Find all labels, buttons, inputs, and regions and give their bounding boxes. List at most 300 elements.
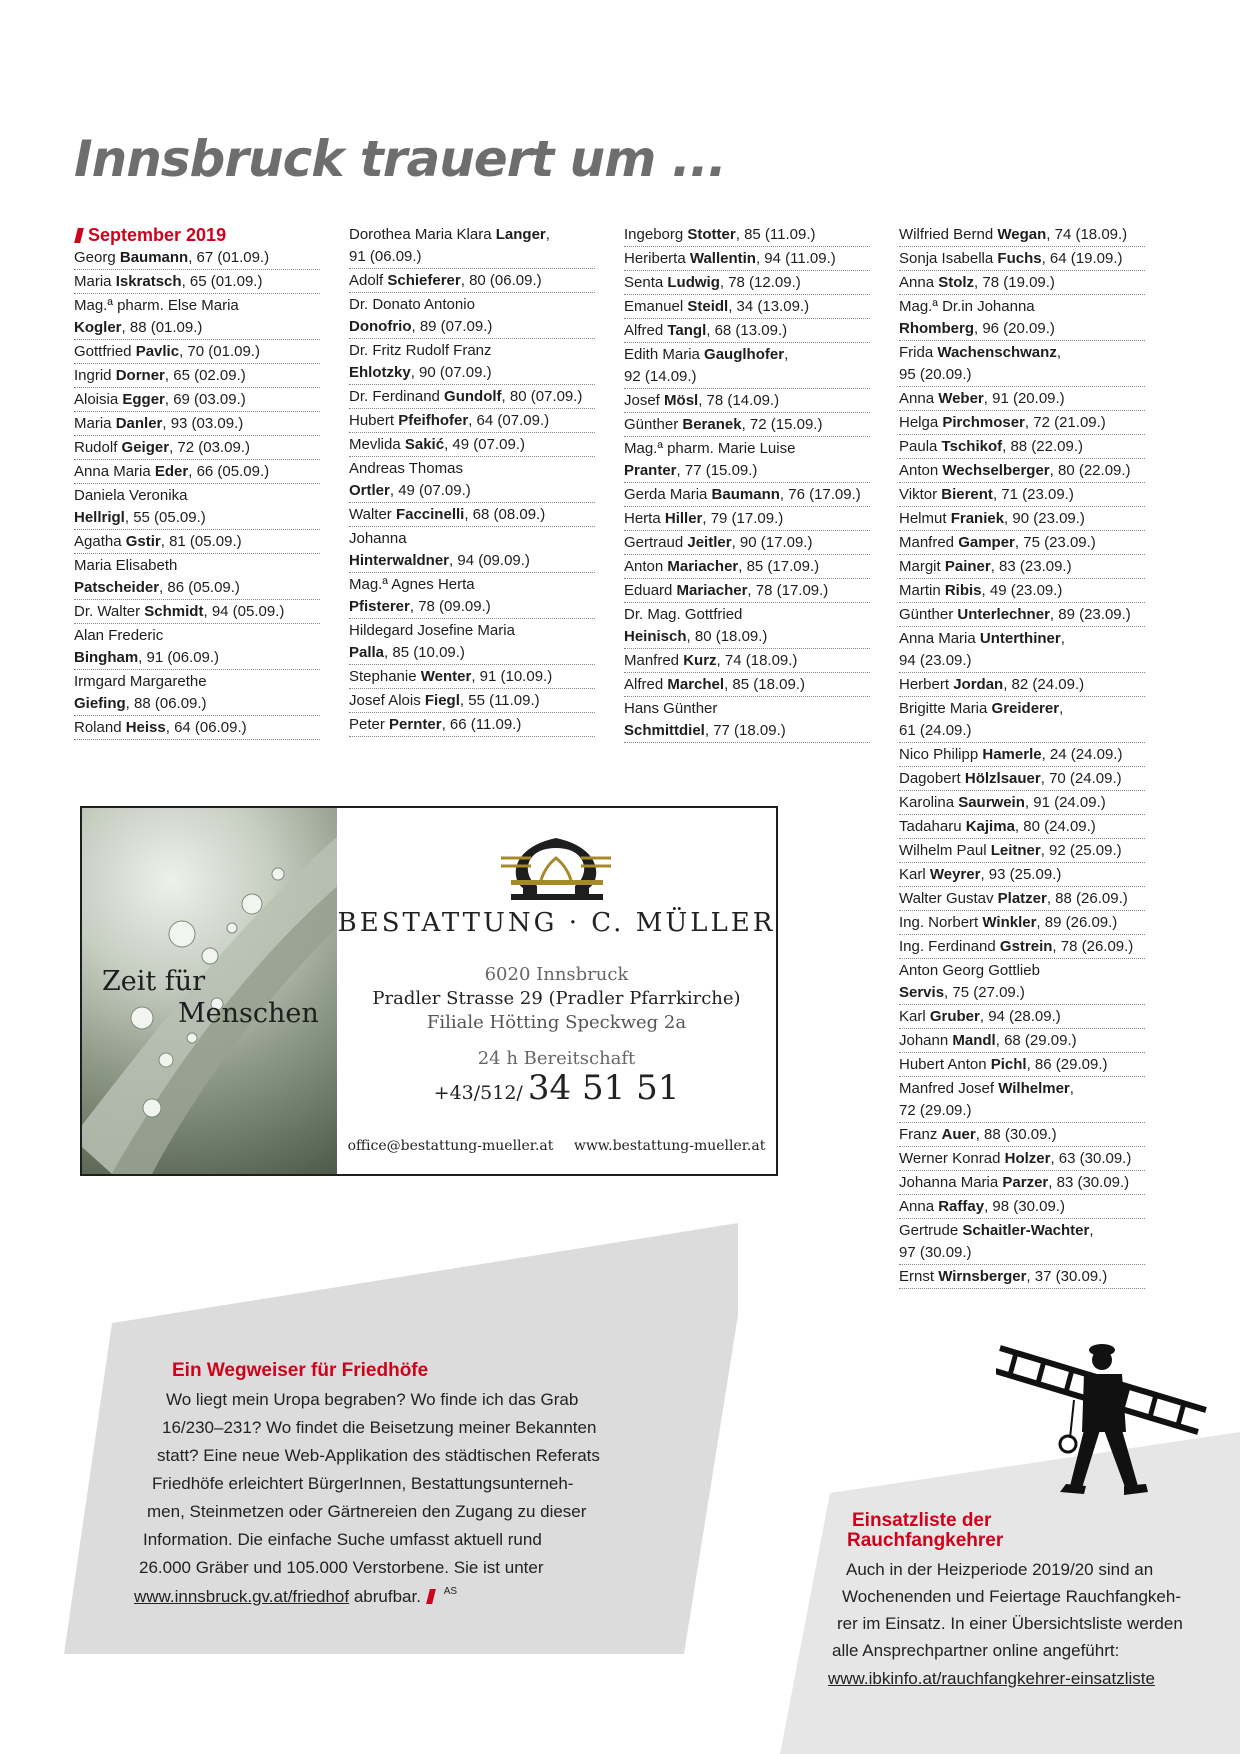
name-part: , 78 (09.09.)	[409, 598, 491, 615]
surname: Stotter	[687, 226, 736, 243]
company-name: BESTATTUNG · C. MÜLLER	[337, 908, 776, 938]
surname: Raffay	[938, 1198, 985, 1215]
name-part: Heriberta	[624, 250, 690, 267]
surname: Leitner	[990, 842, 1041, 859]
name-part: Peter	[349, 716, 390, 733]
surname: Steidl	[687, 298, 729, 315]
name-part: Anton	[899, 462, 943, 479]
surname: Franiek	[950, 510, 1005, 527]
info-line: 16/230–231? Wo findet die Beisetzung meiner Bekannten	[162, 1418, 597, 1437]
surname: Pirchmoser	[942, 414, 1025, 431]
name-part: Mag.ª pharm. Marie Luise	[624, 440, 796, 457]
surname: Mariacher	[667, 558, 739, 575]
name-part: , 79 (17.09.)	[702, 510, 784, 527]
name-part: , 68 (08.09.)	[464, 506, 546, 523]
surname: Schieferer	[387, 272, 461, 289]
name-part: Sonja Isabella	[899, 250, 998, 267]
surname: Mandl	[952, 1032, 996, 1049]
name-part: , 80 (18.09.)	[686, 628, 768, 645]
name-part: Anton	[624, 558, 668, 575]
name-part: Nico Philipp	[899, 746, 983, 763]
name-part: , 68 (13.09.)	[706, 322, 788, 339]
name-part: , 94 (05.09.)	[203, 603, 285, 620]
name-part: , 75 (23.09.)	[1014, 534, 1096, 551]
name-part: , 89 (07.09.)	[411, 318, 493, 335]
name-part: Senta	[624, 274, 668, 291]
chimney-title-line2: Rauchfangkehrer	[847, 1530, 1004, 1551]
name-part: , 85 (11.09.)	[735, 226, 816, 243]
name-part: Ernst	[899, 1268, 939, 1285]
name-part: , 64 (07.09.)	[468, 412, 550, 429]
surname: Eder	[154, 463, 189, 480]
surname: Winkler	[982, 914, 1037, 931]
ad-email[interactable]: office@bestattung-mueller.at	[347, 1138, 554, 1154]
name-part: , 82 (24.09.)	[1003, 676, 1085, 693]
surname: Schmittdiel	[624, 722, 705, 739]
name-part: Adolf	[349, 272, 388, 289]
name-part: , 66 (05.09.)	[188, 463, 270, 480]
surname: Giefing	[74, 695, 126, 712]
name-part: , 77 (15.09.)	[676, 462, 758, 479]
name-part: , 94 (09.09.)	[449, 552, 530, 569]
name-part: , 69 (03.09.)	[164, 391, 246, 408]
name-part: , 92 (25.09.)	[1040, 842, 1122, 859]
surname: Kajima	[965, 818, 1015, 835]
name-part: Maria	[74, 273, 116, 290]
name-part: , 88 (01.09.)	[121, 319, 203, 336]
name-part: , 88 (30.09.)	[975, 1126, 1057, 1143]
ad-street: Pradler Strasse 29 (Pradler Pfarrkirche)	[372, 988, 741, 1009]
chimney-link-text[interactable]: www.ibkinfo.at/rauchfangkehrer-einsatzliste	[828, 1669, 1155, 1688]
surname: Auer	[941, 1126, 976, 1143]
name-part: , 76 (17.09.)	[779, 486, 861, 503]
name-part: Manfred Josef	[899, 1080, 999, 1097]
name-part: Stephanie	[349, 668, 421, 685]
name-part: Gertraud	[624, 534, 688, 551]
name-part: , 78 (17.09.)	[747, 582, 829, 599]
surname: Dorner	[115, 367, 165, 384]
name-part: Georg	[74, 249, 120, 266]
name-part: , 55 (11.09.)	[459, 692, 540, 709]
surname: Langer	[495, 226, 546, 243]
name-part: , 90 (07.09.)	[410, 364, 492, 381]
name-part: Günther	[899, 606, 958, 623]
surname: Tangl	[667, 322, 707, 339]
name-part: 91 (06.09.)	[349, 248, 422, 265]
name-part: Karolina	[899, 794, 959, 811]
name-part: , 93 (03.09.)	[162, 415, 244, 432]
name-part: , 94 (28.09.)	[979, 1008, 1061, 1025]
surname: Pichl	[990, 1056, 1027, 1073]
surname: Jordan	[953, 676, 1004, 693]
surname: Beranek	[682, 416, 742, 433]
name-part: Dorothea Maria Klara	[349, 226, 496, 243]
ad-availability: 24 h Bereitschaft	[477, 1048, 636, 1069]
name-part: Mag.ª pharm. Else Maria	[74, 297, 239, 314]
name-part: Ing. Norbert	[899, 914, 983, 931]
surname: Gruber	[929, 1008, 980, 1025]
name-part: Mag.ª Agnes Herta	[349, 576, 475, 593]
name-part: , 24 (24.09.)	[1041, 746, 1123, 763]
name-part: , 71 (23.09.)	[992, 486, 1074, 503]
surname: Marchel	[667, 676, 725, 693]
surname: Platzer	[997, 890, 1047, 907]
name-part: , 72 (15.09.)	[741, 416, 823, 433]
name-part: Josef	[624, 392, 665, 409]
surname: Weyrer	[929, 866, 981, 883]
name-part: , 72 (03.09.)	[169, 439, 250, 456]
name-part: , 88 (22.09.)	[1002, 438, 1084, 455]
surname: Jeitler	[687, 534, 732, 551]
name-part: 95 (20.09.)	[899, 366, 972, 383]
surname: Pfeifhofer	[398, 412, 469, 429]
surname: Schaitler-Wachter	[962, 1222, 1090, 1239]
name-part: 61 (24.09.)	[899, 722, 972, 739]
name-part: , 75 (27.09.)	[944, 984, 1025, 1001]
name-part: , 68 (29.09.)	[995, 1032, 1077, 1049]
name-part: , 72 (21.09.)	[1024, 414, 1106, 431]
name-part: , 91 (10.09.)	[471, 668, 553, 685]
name-part: Johann	[899, 1032, 953, 1049]
surname: Heinisch	[624, 628, 687, 645]
name-part: Johanna Maria	[899, 1174, 1003, 1191]
surname: Kurz	[683, 652, 717, 669]
surname: Servis	[899, 984, 945, 1001]
name-part: Herbert	[899, 676, 954, 693]
surname: Ribis	[944, 582, 982, 599]
name-part: , 66 (11.09.)	[441, 716, 522, 733]
name-part: Wilfried Bernd	[899, 226, 998, 243]
name-part: 92 (14.09.)	[624, 368, 697, 385]
surname: Weber	[938, 390, 984, 407]
name-part: ,	[1089, 1222, 1094, 1239]
chimney-list-link[interactable]	[828, 1669, 1155, 1689]
surname: Wachenschwanz	[937, 344, 1057, 361]
surname: Gstrein	[999, 938, 1053, 955]
name-part: Frida	[899, 344, 938, 361]
info-last-line	[134, 1586, 457, 1607]
name-part: Walter	[349, 506, 396, 523]
name-part: , 86 (29.09.)	[1026, 1056, 1108, 1073]
name-part: , 37 (30.09.)	[1026, 1268, 1108, 1285]
name-part: , 55 (05.09.)	[124, 509, 206, 526]
name-part: , 91 (06.09.)	[138, 649, 220, 666]
name-part: ,	[784, 346, 789, 363]
name-part: , 85 (17.09.)	[738, 558, 820, 575]
chimney-sweep-icon	[996, 1340, 1216, 1510]
name-part: , 64 (19.09.)	[1041, 250, 1123, 267]
name-part: , 80 (07.09.)	[501, 388, 583, 405]
name-part: Anna	[899, 274, 939, 291]
surname: Wenter	[420, 668, 472, 685]
phone-number: 34 51 51	[527, 1068, 680, 1108]
surname: Stolz	[938, 274, 975, 291]
surname: Tschikof	[941, 438, 1003, 455]
surname: Faccinelli	[395, 506, 465, 523]
surname: Schmidt	[144, 603, 204, 620]
info-line: men, Steinmetzen oder Gärtnereien den Zugang zu dieser	[147, 1502, 587, 1521]
name-part: Hubert	[349, 412, 399, 429]
info-line: Wo liegt mein Uropa begraben? Wo finde ich das Grab	[166, 1390, 579, 1409]
name-part: , 83 (23.09.)	[990, 558, 1072, 575]
name-part: , 89 (23.09.)	[1049, 606, 1131, 623]
ad-slogan-line1: Zeit für	[102, 966, 206, 997]
name-part: , 70 (01.09.)	[179, 343, 260, 360]
surname: Wechselberger	[942, 462, 1050, 479]
name-part: , 96 (20.09.)	[974, 320, 1055, 337]
surname: Egger	[122, 391, 165, 408]
name-part: Walter Gustav	[899, 890, 998, 907]
name-part: Maria	[74, 415, 116, 432]
name-part: , 85 (18.09.)	[724, 676, 805, 693]
surname: Fuchs	[997, 250, 1042, 267]
ad-slogan-line2: Menschen	[178, 998, 319, 1029]
surname: Ehlotzky	[349, 364, 411, 381]
name-part: , 91 (24.09.)	[1024, 794, 1106, 811]
surname: Painer	[944, 558, 991, 575]
surname: Unterlechner	[957, 606, 1050, 623]
name-part: Viktor	[899, 486, 942, 503]
name-part: , 67 (01.09.)	[188, 249, 270, 266]
name-part: , 86 (05.09.)	[159, 579, 240, 596]
name-part: Mevlida	[349, 436, 405, 453]
name-part: , 70 (24.09.)	[1040, 770, 1122, 787]
surname: Pavlic	[135, 343, 180, 360]
name-part: , 74 (18.09.)	[716, 652, 798, 669]
name-part: , 90 (17.09.)	[731, 534, 813, 551]
name-part: ,	[1069, 1080, 1074, 1097]
surname: Wallentin	[689, 250, 756, 267]
name-part: Agatha	[74, 533, 126, 550]
author-initials: AS	[443, 1586, 458, 1597]
surname: Heiss	[125, 719, 166, 736]
name-part: Irmgard Margarethe	[74, 673, 207, 690]
name-part: , 78 (12.09.)	[719, 274, 801, 291]
name-part: Dr. Walter	[74, 603, 145, 620]
name-part: Paula	[899, 438, 942, 455]
name-part: , 94 (11.09.)	[755, 250, 836, 267]
page-title: Innsbruck trauert um ...	[74, 130, 726, 188]
name-part: ,	[545, 226, 550, 243]
name-part: Anna	[899, 390, 939, 407]
name-part: Edith Maria	[624, 346, 705, 363]
surname: Saurwein	[958, 794, 1025, 811]
surname: Wirnsberger	[938, 1268, 1027, 1285]
name-part: , 80 (06.09.)	[460, 272, 542, 289]
surname: Pfisterer	[349, 598, 410, 615]
name-part: Alan Frederic	[74, 627, 164, 644]
name-part: Ing. Ferdinand	[899, 938, 1000, 955]
name-part: Ingrid	[74, 367, 116, 384]
surname: Hellrigl	[74, 509, 125, 526]
surname: Gundolf	[444, 388, 502, 405]
surname: Fiegl	[424, 692, 460, 709]
name-part: Daniela Veronika	[74, 487, 188, 504]
info-line: Friedhöfe erleichtert BürgerInnen, Bestattungsunterneh-	[152, 1474, 574, 1493]
name-part: , 81 (05.09.)	[160, 533, 242, 550]
name-part: Franz	[899, 1126, 942, 1143]
name-part: , 78 (26.09.)	[1052, 938, 1134, 955]
surname: Pranter	[624, 462, 677, 479]
name-part: Helmut	[899, 510, 951, 527]
name-part: Herta	[624, 510, 665, 527]
surname: Kogler	[74, 319, 122, 336]
surname: Iskratsch	[115, 273, 182, 290]
name-part: Dr. Donato Antonio	[349, 296, 475, 313]
name-part: Rudolf	[74, 439, 122, 456]
name-part: , 78 (19.09.)	[974, 274, 1055, 291]
name-part: , 85 (10.09.)	[384, 644, 465, 661]
name-part: , 78 (14.09.)	[698, 392, 780, 409]
name-part: Dr. Mag. Gottfried	[624, 606, 743, 623]
name-part: Alfred	[624, 322, 668, 339]
name-part: 72 (29.09.)	[899, 1102, 972, 1119]
ad-city: 6020 Innsbruck	[484, 964, 629, 985]
surname: Sakić	[404, 436, 445, 453]
surname: Hiller	[664, 510, 703, 527]
name-part: Johanna	[349, 530, 407, 547]
surname: Mösl	[664, 392, 699, 409]
surname: Gauglhofer	[704, 346, 785, 363]
surname: Donofrio	[349, 318, 412, 335]
surname: Wegan	[997, 226, 1047, 243]
month-label: September 2019	[88, 225, 227, 245]
name-part: Anna Maria	[74, 463, 155, 480]
name-part: , 64 (06.09.)	[165, 719, 247, 736]
surname: Mariacher	[676, 582, 748, 599]
name-part: , 80 (24.09.)	[1014, 818, 1096, 835]
chimney-line: Wochenenden und Feiertage Rauchfangkeh-	[842, 1587, 1181, 1606]
name-part: 97 (30.09.)	[899, 1244, 972, 1261]
name-part: , 89 (26.09.)	[1036, 914, 1118, 931]
chimney-title-line1: Einsatzliste der	[852, 1510, 992, 1531]
name-part: Werner Konrad	[899, 1150, 1005, 1167]
ad-branch: Filiale Hötting Speckweg 2a	[426, 1012, 687, 1033]
surname: Hamerle	[982, 746, 1042, 763]
name-part: Anna	[899, 1198, 939, 1215]
name-part: Wilhelm Paul	[899, 842, 991, 859]
name-part: Martin	[899, 582, 945, 599]
name-part: Anna Maria	[899, 630, 980, 647]
name-part: Anton Georg Gottlieb	[899, 962, 1040, 979]
name-part: , 74 (18.09.)	[1046, 226, 1128, 243]
chimney-line: Auch in der Heizperiode 2019/20 sind an	[846, 1560, 1154, 1579]
chimney-line: alle Ansprechpartner online angeführt:	[832, 1641, 1120, 1660]
name-part: 94 (23.09.)	[899, 652, 972, 669]
name-part: Josef Alois	[349, 692, 425, 709]
surname: Ludwig	[667, 274, 720, 291]
red-marker-icon	[426, 1589, 436, 1604]
surname: Rhomberg	[899, 320, 974, 337]
surname: Ortler	[349, 482, 390, 499]
name-part: Hildegard Josefine Maria	[349, 622, 515, 639]
surname: Wilhelmer	[998, 1080, 1070, 1097]
name-part: Mag.ª Dr.in Johanna	[899, 298, 1035, 315]
name-part: , 49 (07.09.)	[444, 436, 525, 453]
surname: Hinterwaldner	[349, 552, 450, 569]
surname: Unterthiner	[979, 630, 1061, 647]
name-part: , 65 (01.09.)	[181, 273, 263, 290]
name-part: , 98 (30.09.)	[984, 1198, 1065, 1215]
surname: Holzer	[1004, 1150, 1051, 1167]
name-part: Gertrude	[899, 1222, 963, 1239]
name-part: ,	[1059, 700, 1064, 717]
surname: Palla	[349, 644, 385, 661]
surname: Hölzlsauer	[964, 770, 1041, 787]
ad-website[interactable]: www.bestattung-mueller.at	[573, 1138, 766, 1154]
surname: Geiger	[121, 439, 170, 456]
name-part: , 63 (30.09.)	[1050, 1150, 1132, 1167]
info-line: Information. Die einfache Suche umfasst aktuell rund	[143, 1530, 542, 1549]
name-part: Alfred	[624, 676, 668, 693]
name-part: Eduard	[624, 582, 677, 599]
name-part: Ingeborg	[624, 226, 688, 243]
name-part: Dr. Ferdinand	[349, 388, 445, 405]
name-part: , 91 (20.09.)	[983, 390, 1065, 407]
name-part: Emanuel	[624, 298, 688, 315]
name-part: , 93 (25.09.)	[980, 866, 1062, 883]
name-part: Gerda Maria	[624, 486, 712, 503]
name-part: Andreas Thomas	[349, 460, 463, 477]
name-part: Maria Elisabeth	[74, 557, 178, 574]
name-part: , 49 (07.09.)	[389, 482, 471, 499]
info-line: 26.000 Gräber und 105.000 Verstorbene. Sie ist unter	[139, 1558, 544, 1577]
link-suffix: abrufbar.	[349, 1587, 421, 1606]
surname: Gamper	[958, 534, 1015, 551]
phone-prefix: +43/512/	[433, 1082, 523, 1104]
name-part: , 34 (13.09.)	[728, 298, 810, 315]
name-part: Karl	[899, 866, 930, 883]
chimney-line: rer im Einsatz. In einer Übersichtsliste werden	[837, 1614, 1183, 1633]
name-part: , 49 (23.09.)	[981, 582, 1063, 599]
surname: Baumann	[711, 486, 780, 503]
name-part: Gottfried	[74, 343, 136, 360]
name-part: Brigitte Maria	[899, 700, 992, 717]
name-part: Aloisia	[74, 391, 123, 408]
name-part: ,	[1056, 344, 1061, 361]
name-part: , 90 (23.09.)	[1004, 510, 1085, 527]
name-part: Manfred	[899, 534, 959, 551]
name-part: Manfred	[624, 652, 684, 669]
name-part: ,	[1060, 630, 1065, 647]
surname: Baumann	[119, 249, 189, 266]
name-part: Dagobert	[899, 770, 965, 787]
name-part: , 88 (06.09.)	[125, 695, 207, 712]
name-part: Hubert Anton	[899, 1056, 991, 1073]
name-part: , 80 (22.09.)	[1049, 462, 1131, 479]
name-part: , 83 (30.09.)	[1048, 1174, 1130, 1191]
name-part: Margit	[899, 558, 945, 575]
name-part: Tadaharu	[899, 818, 966, 835]
surname: Bingham	[74, 649, 139, 666]
name-part: Dr. Fritz Rudolf Franz	[349, 342, 492, 359]
surname: Bierent	[941, 486, 993, 503]
cemetery-guide-title: Ein Wegweiser für Friedhöfe	[172, 1360, 429, 1381]
info-line: statt? Eine neue Web-Applikation des städtischen Referats	[157, 1446, 600, 1465]
cemetery-link[interactable]: www.innsbruck.gv.at/friedhof	[134, 1587, 350, 1606]
surname: Parzer	[1002, 1174, 1049, 1191]
name-part: Karl	[899, 1008, 930, 1025]
surname: Danler	[115, 415, 163, 432]
surname: Greiderer	[991, 700, 1060, 717]
name-part: Hans Günther	[624, 700, 718, 717]
surname: Pernter	[389, 716, 442, 733]
name-part: Günther	[624, 416, 683, 433]
name-part: Roland	[74, 719, 126, 736]
surname: Gstir	[125, 533, 161, 550]
name-part: , 77 (18.09.)	[704, 722, 786, 739]
name-part: , 65 (02.09.)	[164, 367, 246, 384]
